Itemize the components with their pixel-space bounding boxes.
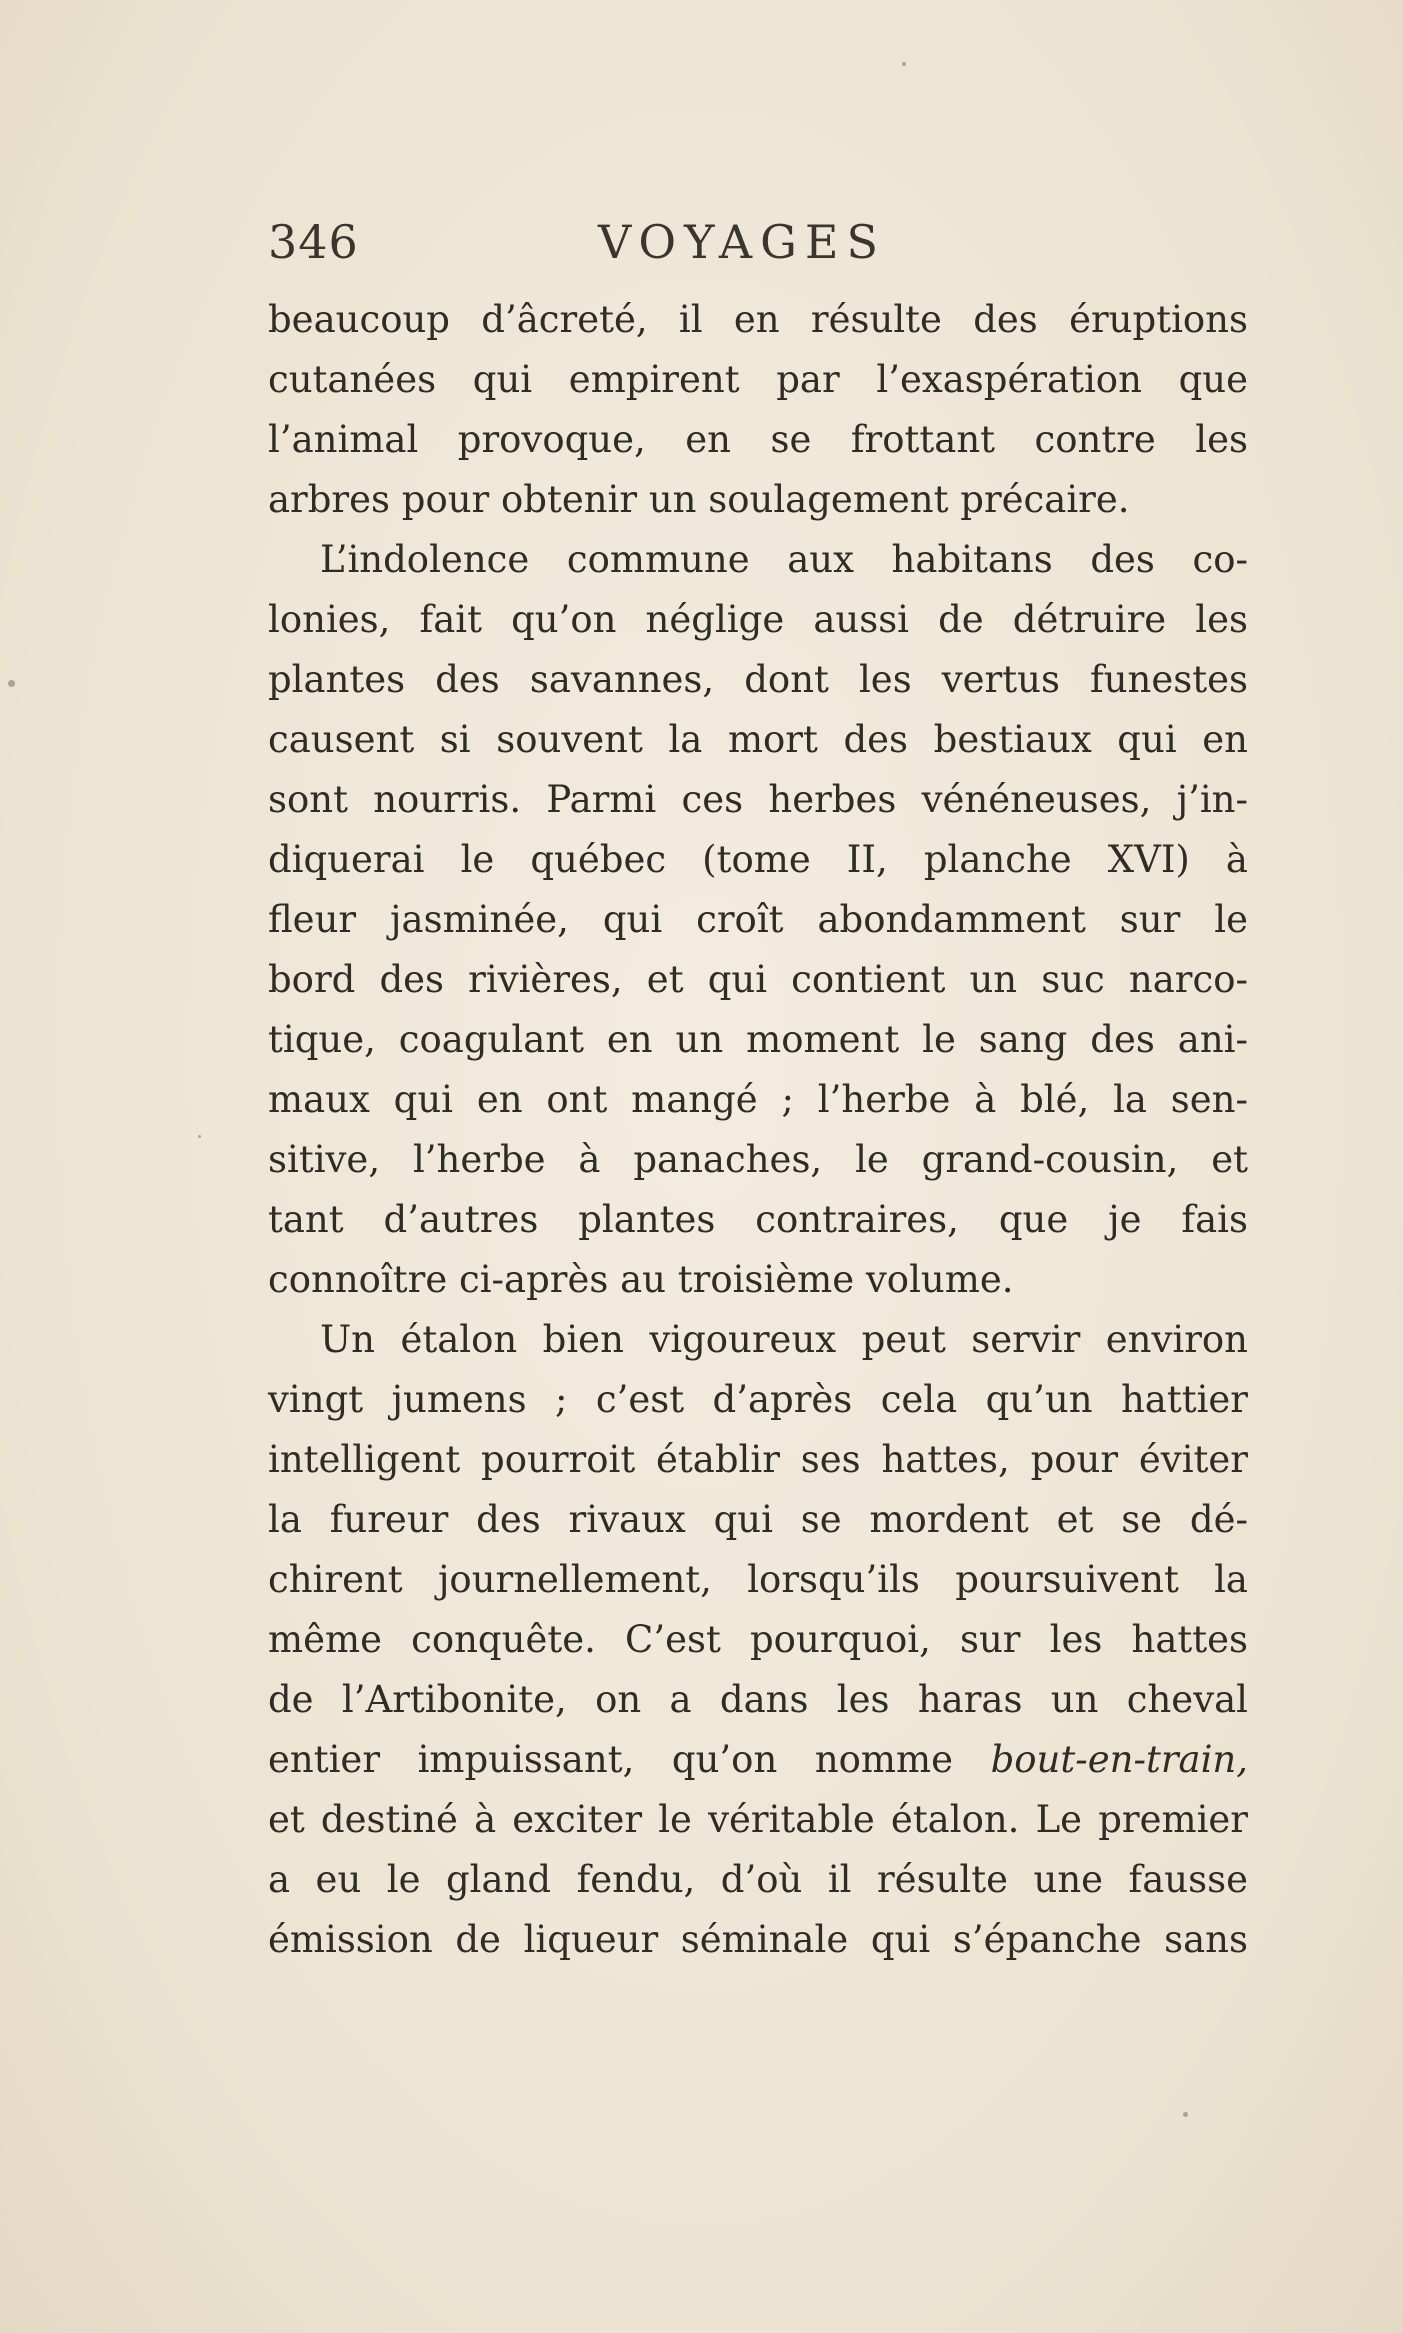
text-line: L’indolence commune aux habitans des co- <box>320 538 1248 581</box>
paper-speck <box>1183 2112 1188 2117</box>
text-line: diquerai le québec (tome II, planche XVI) à <box>268 838 1248 881</box>
italic-term: bout-en-train, <box>990 1738 1248 1781</box>
text-line: tant d’autres plantes contraires, que je fais <box>268 1198 1248 1241</box>
text-line: Un étalon bien vigoureux peut servir environ <box>320 1318 1248 1361</box>
text-line: a eu le gland fendu, d’où il résulte une fausse <box>268 1858 1248 1901</box>
text-segment: entier impuissant, qu’on nomme <box>268 1738 953 1781</box>
text-line: chirent journellement, lorsqu’ils poursuivent la <box>268 1558 1248 1601</box>
running-title: VOYAGES <box>598 215 886 269</box>
text-line: connoître ci-après au troisième volume. <box>268 1258 1014 1301</box>
text-line: sont nourris. Parmi ces herbes vénéneuses, j’in- <box>268 778 1248 821</box>
text-line: bord des rivières, et qui contient un suc narco- <box>268 958 1248 1001</box>
paper-speck <box>8 680 15 687</box>
paper-speck <box>902 62 906 66</box>
page-number: 346 <box>268 215 359 269</box>
text-line: même conquête. C’est pourquoi, sur les hattes <box>268 1618 1248 1661</box>
text-line: lonies, fait qu’on néglige aussi de détruire les <box>268 598 1248 641</box>
paper-speck <box>198 1135 201 1138</box>
text-line: vingt jumens ; c’est d’après cela qu’un hattier <box>268 1378 1248 1421</box>
text-line: plantes des savannes, dont les vertus funestes <box>268 658 1248 701</box>
text-line: l’animal provoque, en se frottant contre les <box>268 418 1248 461</box>
body-text <box>268 290 1248 1970</box>
text-line: émission de liqueur séminale qui s’épanche sans <box>268 1918 1248 1961</box>
text-line-with-italic <box>268 1730 1248 1790</box>
text-line: et destiné à exciter le véritable étalon. Le premier <box>268 1798 1248 1841</box>
page-header <box>268 215 1248 275</box>
text-line: fleur jasminée, qui croît abondamment sur le <box>268 898 1248 941</box>
text-line: intelligent pourroit établir ses hattes, pour éviter <box>268 1438 1248 1481</box>
text-line: causent si souvent la mort des bestiaux qui en <box>268 718 1248 761</box>
text-line: beaucoup d’âcreté, il en résulte des éruptions <box>268 298 1248 341</box>
text-line: sitive, l’herbe à panaches, le grand-cousin, et <box>268 1138 1248 1181</box>
text-line: arbres pour obtenir un soulagement précaire. <box>268 478 1130 521</box>
text-line: maux qui en ont mangé ; l’herbe à blé, la sen- <box>268 1078 1248 1121</box>
text-line: de l’Artibonite, on a dans les haras un cheval <box>268 1678 1248 1721</box>
text-line: tique, coagulant en un moment le sang des ani- <box>268 1018 1248 1061</box>
text-line: cutanées qui empirent par l’exaspération que <box>268 358 1248 401</box>
text-line: la fureur des rivaux qui se mordent et se dé- <box>268 1498 1248 1541</box>
